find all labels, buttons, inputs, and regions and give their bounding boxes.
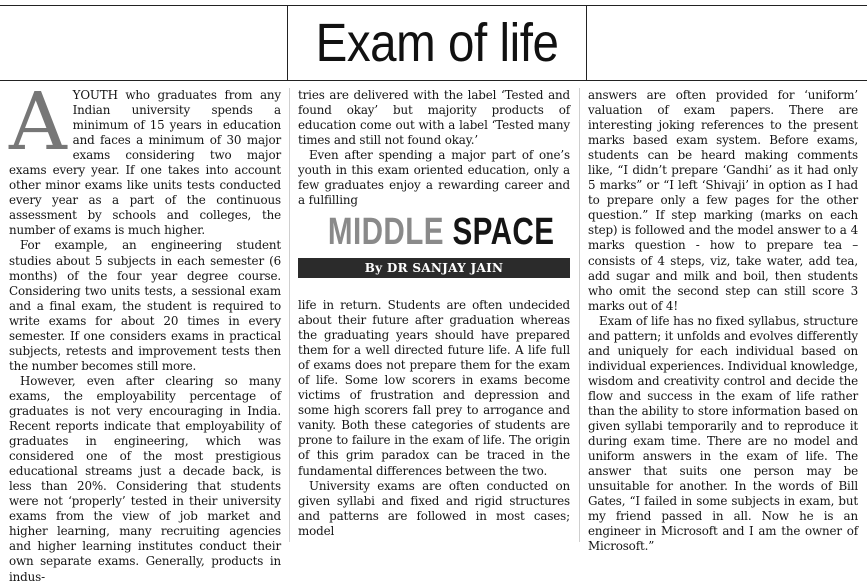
- article-paragraph: University exams are often conducted on given syllabi and fixed and rigid structures and patterns are followed in most cases; model: [298, 478, 570, 538]
- article-column-2-top: [298, 88, 570, 208]
- byline: By DR SANJAY JAIN: [298, 258, 570, 278]
- article-paragraph: Even after spending a major part of one’s youth in this exam oriented education, only a few graduates enjoy a rewarding career and a fulfilling: [298, 148, 570, 208]
- article-paragraph: life in return. Students are often undecided about their future after graduation whereas the graduating years should have prepared them for a well directed future life. A life full of exams does not prepare them for the exam of life. Some low scorers in exams become victims of frustration and depression and some high scorers fall prey to arrogance and vanity. Both these categories of students are prone to failure in the exam of life. The origin of this grim paradox can be traced in the fundamental differences between the two.: [298, 298, 570, 478]
- headline: Exam of life: [315, 12, 559, 73]
- column-nameplate: [298, 210, 570, 278]
- article-paragraph: tries are delivered with the label ‘Tested and found okay’ but majority products of education come out with a label ‘Tested many times and still not found okay.’: [298, 88, 570, 148]
- headline-bottom-rule: [0, 80, 867, 81]
- article-paragraph: answers are often provided for ‘uniform’ valuation of exam papers. There are interesting joking references to the present marks based exam system. Before exams, students can be heard making comments like, “I didn’t prepare ‘Gandhi’ as it had only 5 marks” or “I left ‘Shivaji’ in option as I had to prepare only a few pages for the other question.” If step marking (marks on each step) is followed and the model answer to a 4 marks question - how to prepare tea – consists of 4 steps, viz, take water, add tea, add sugar and milk and boil, then students who omit the second step can still score 3 marks out of 4!: [588, 88, 858, 313]
- article-column-2-bottom: [298, 298, 570, 539]
- column-name: MIDDLE SPACE: [327, 211, 555, 253]
- article-paragraph: AYOUTH who graduates from any Indian university spends a minimum of 15 years in education and faces a minimum of 30 major exams considering two major exams every year. If one takes into account other minor exams like units tests conducted every year as a part of the continuous assessment by schools and colleges, the number of exams is much higher.: [9, 75, 281, 238]
- article-paragraph: However, even after clearing so many exams, the employability percentage of graduates is not very encouraging in India. Recent reports indicate that employability of graduates in engineering, which was considered one of the most prestigious educational streams just a decade back, is less than 20%. Considering that students were not ‘properly’ tested in their university exams from the view of job market and higher learning, many recruiting agencies and higher learning institutes conduct their own separate exams. Generally, products in indus-: [9, 373, 281, 584]
- column-divider-1: [289, 88, 290, 542]
- article-column-3: [588, 88, 858, 554]
- drop-cap: A: [9, 75, 67, 168]
- article-column-1: [9, 75, 281, 585]
- headline-box: [287, 5, 587, 80]
- article-paragraph: Exam of life has no fixed syllabus, structure and pattern; it unfolds and evolves differently and uniquely for each individual based on individual experiences. Individual knowledge, wisdom and creativity control and decide the flow and success in the exam of life rather than the ability to store information based on given syllabi temporarily and to reproduce it during exam time. There are no model and uniform answers in the exam of life. The answer that suits one person may be unsuitable for another. In the words of Bill Gates, “I failed in some subjects in exam, but my friend passed in all. Now he is an engineer in Microsoft and I am the owner of Microsoft.”: [588, 313, 858, 554]
- article-paragraph: For example, an engineering student studies about 5 subjects in each semester (6 months) of the four year degree course. Considering two units tests, a sessional exam and a final exam, the student is required to write exams for about 20 times in every semester. If one considers exams in practical subjects, retests and improvement tests then the number becomes still more.: [9, 238, 281, 373]
- column-divider-2: [579, 88, 580, 542]
